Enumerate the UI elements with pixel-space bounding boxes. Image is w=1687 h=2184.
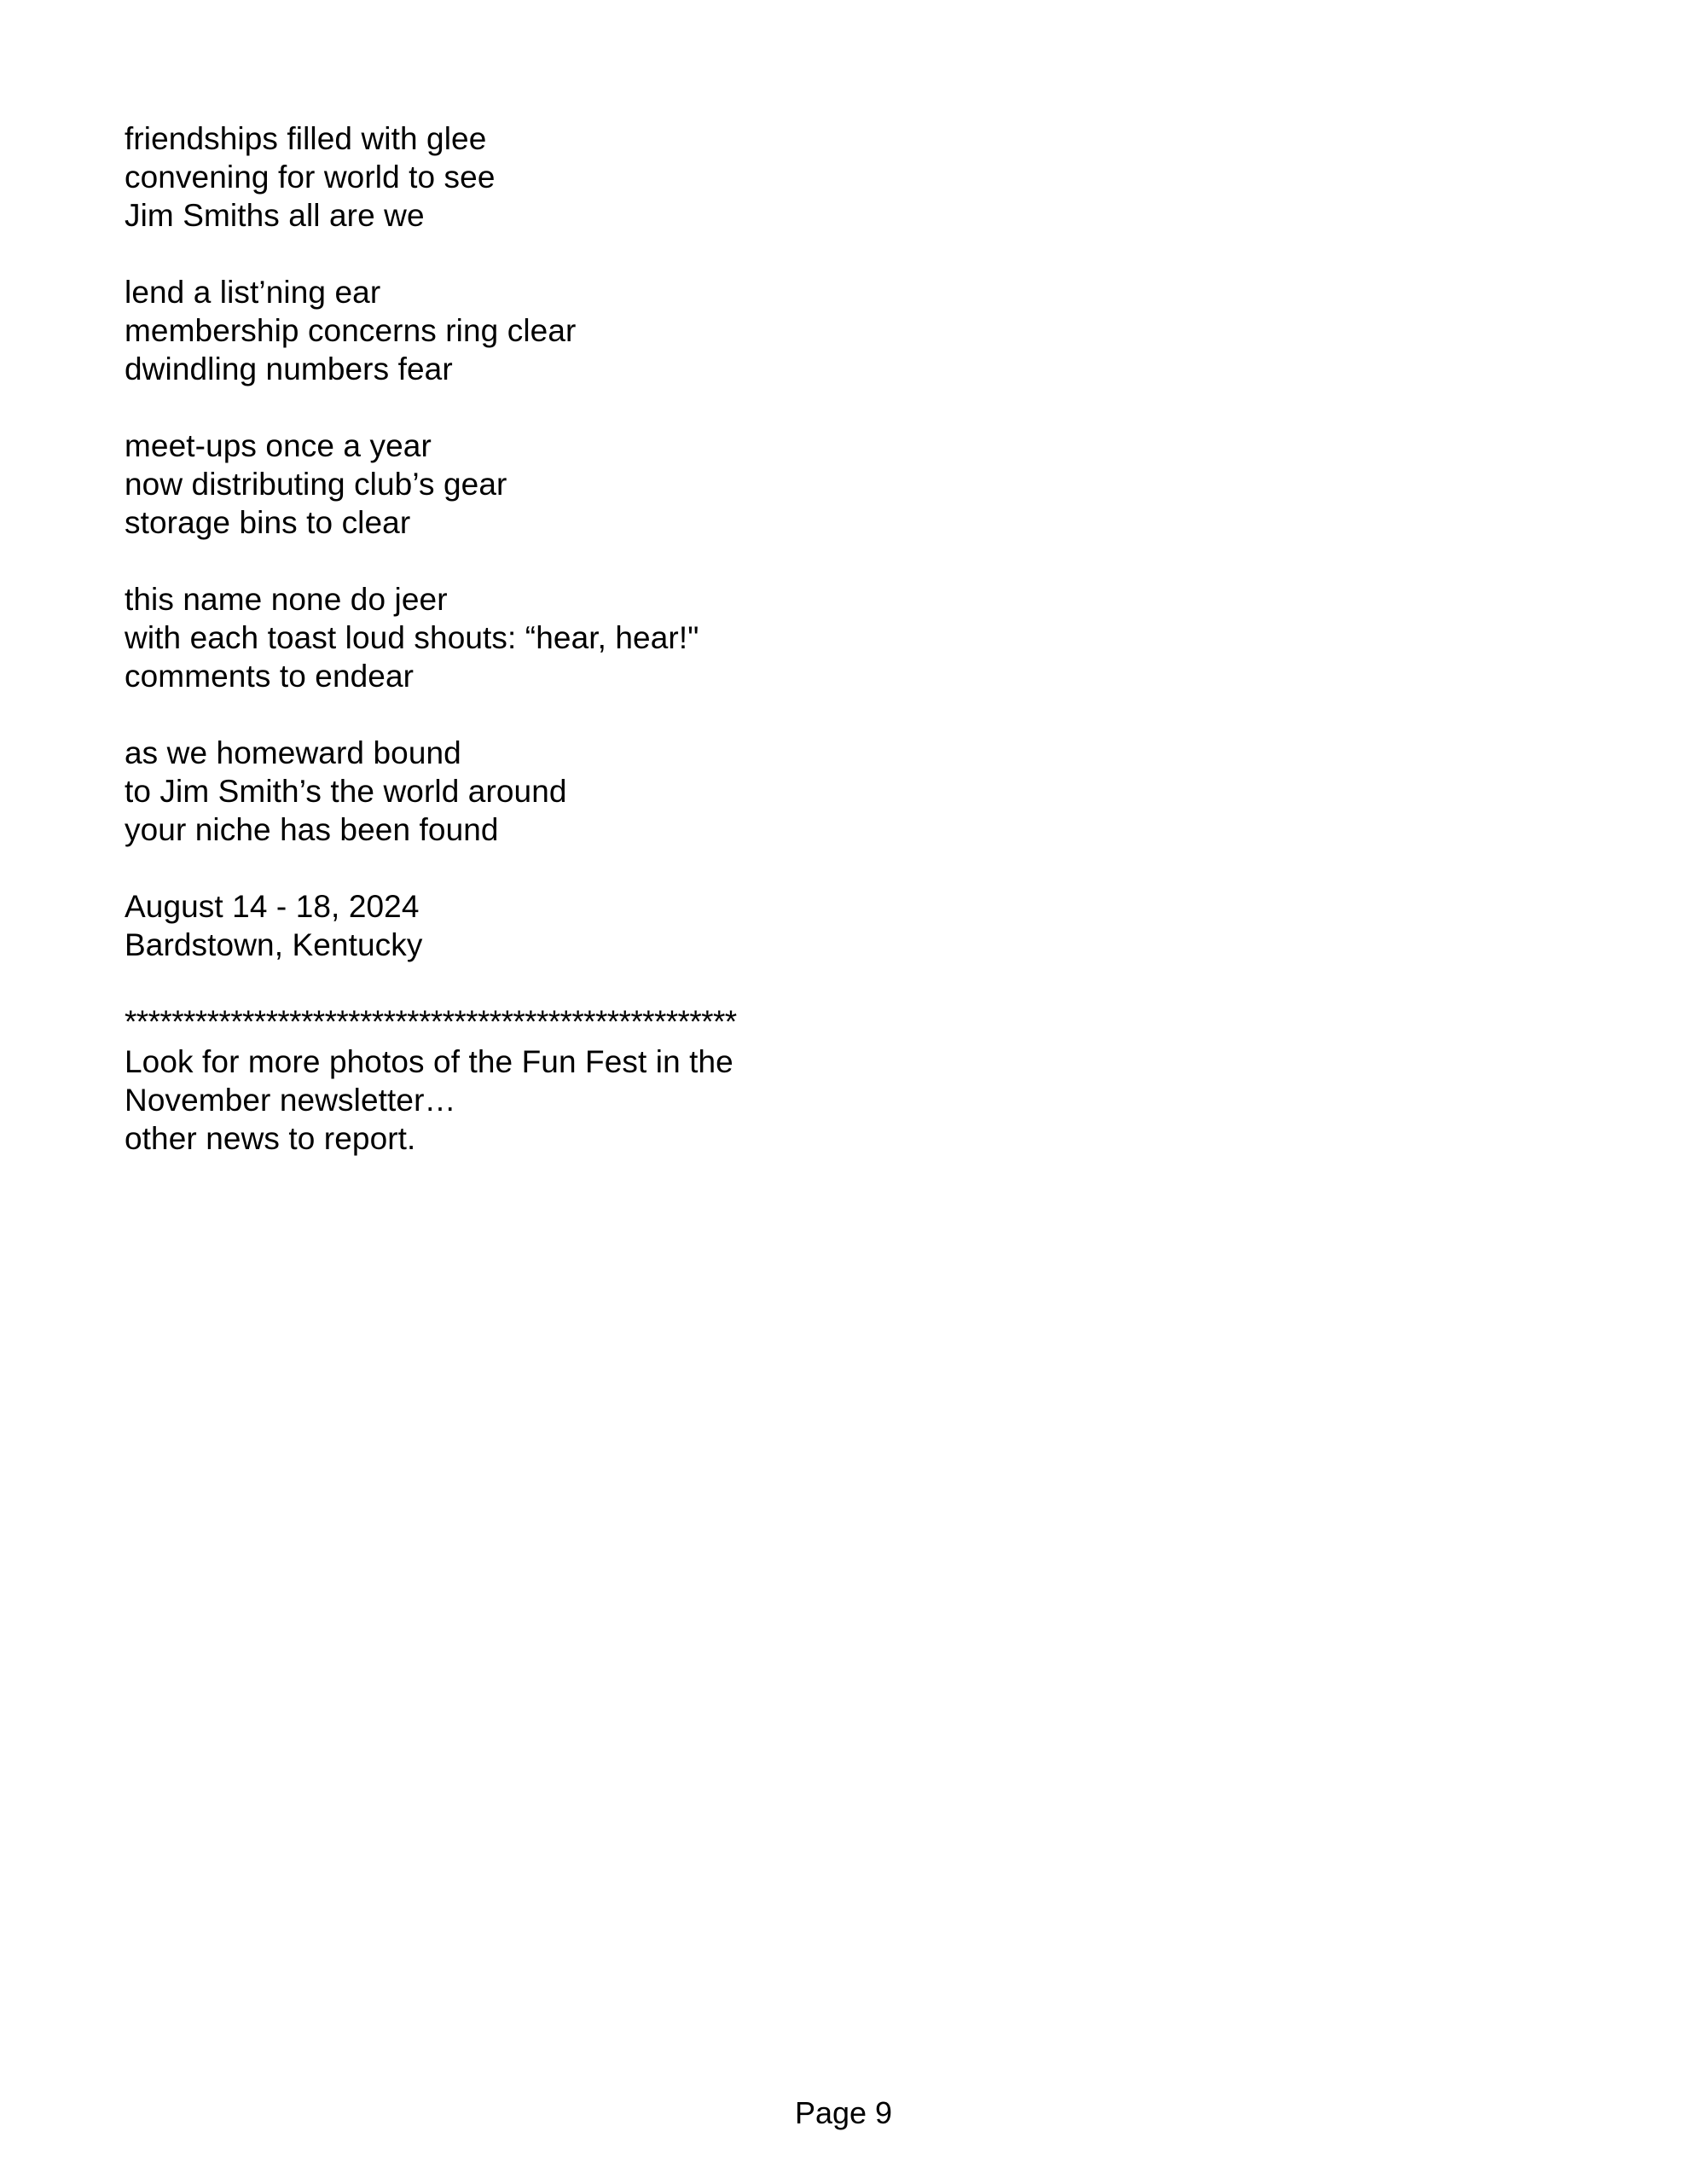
stanza-2 — [125, 273, 1404, 388]
stanza-4-line-1: this name none do jeer — [125, 582, 448, 617]
closing-note — [125, 1043, 1404, 1158]
stanza-5-line-2: to Jim Smith’s the world around — [125, 774, 567, 809]
stanza-2-line-3: dwindling numbers fear — [125, 351, 453, 386]
stanza-5-line-3: your niche has been found — [125, 812, 499, 847]
stanza-1-line-3: Jim Smiths all are we — [125, 198, 425, 233]
closing-line-3: other news to report. — [125, 1121, 416, 1156]
document-body — [125, 119, 1404, 1158]
stanza-3-line-1: meet-ups once a year — [125, 428, 432, 463]
stanza-5-line-1: as we homeward bound — [125, 735, 461, 770]
event-dates: August 14 - 18, 2024 — [125, 889, 420, 924]
event-details — [125, 887, 1404, 964]
asterisk-divider: **************************************************** — [125, 1004, 737, 1039]
page-footer: Page 9 — [794, 2095, 893, 2130]
event-location: Bardstown, Kentucky — [125, 927, 423, 962]
stanza-3-line-2: now distributing club’s gear — [125, 467, 507, 502]
closing-line-1: Look for more photos of the Fun Fest in the — [125, 1044, 733, 1079]
stanza-3 — [125, 427, 1404, 542]
stanza-1 — [125, 119, 1404, 235]
stanza-4 — [125, 580, 1404, 695]
stanza-4-line-3: comments to endear — [125, 659, 415, 694]
stanza-5 — [125, 734, 1404, 849]
closing-line-2: November newsletter… — [125, 1083, 456, 1118]
stanza-3-line-3: storage bins to clear — [125, 505, 411, 540]
stanza-2-line-1: lend a list’ning ear — [125, 275, 381, 310]
stanza-1-line-2: convening for world to see — [125, 160, 496, 195]
stanza-4-line-2: with each toast loud shouts: “hear, hear!" — [125, 620, 699, 655]
stanza-2-line-2: membership concerns ring clear — [125, 313, 577, 348]
stanza-1-line-1: friendships filled with glee — [125, 121, 487, 156]
